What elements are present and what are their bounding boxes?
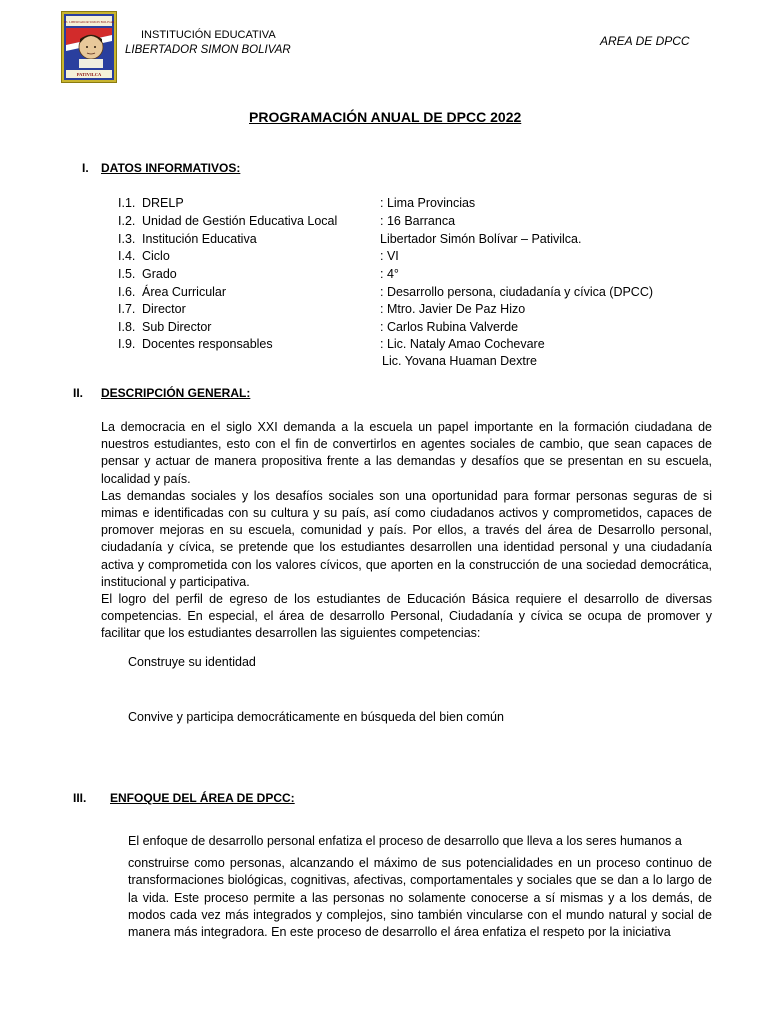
description-body	[101, 419, 712, 643]
datos-value: : Lima Provincias	[380, 196, 476, 210]
datos-value: : 4°	[380, 267, 399, 281]
datos-code: I.3.	[118, 232, 136, 246]
datos-label: Docentes responsables	[142, 337, 273, 351]
description-paragraph: La democracia en el siglo XXI demanda a la escuela un papel importante en la formación ciudadana de nuestros estudiantes, esto con el fin de convertirlos en agentes sociales de cambio, que sean capaces de pensar y actuar de manera propositiva frente a las demandas y desafíos que se presentan en su escuela, localidad y país.	[101, 420, 712, 486]
section-3-title: ENFOQUE DEL ÁREA DE DPCC:	[110, 791, 295, 805]
enfoque-first-line: El enfoque de desarrollo personal enfatiza el proceso de desarrollo que lleva a los seres humanos a	[128, 834, 682, 848]
section-1-number: I.	[82, 161, 89, 175]
section-2-title: DESCRIPCIÓN GENERAL:	[101, 386, 251, 400]
datos-extra-teacher: Lic. Yovana Huaman Dextre	[382, 354, 537, 368]
logo-text-top: I.E. LIBERTADOR SIMON BOLIVAR	[63, 20, 115, 24]
datos-value: : Lic. Nataly Amao Cochevare	[380, 337, 545, 351]
datos-value: : Desarrollo persona, ciudadanía y cívica (DPCC)	[380, 285, 654, 299]
datos-row	[118, 232, 718, 250]
datos-row	[118, 320, 718, 338]
datos-label: Grado	[142, 267, 177, 281]
datos-row	[118, 249, 718, 267]
datos-code: I.6.	[118, 285, 136, 299]
section-3-number: III.	[73, 791, 87, 805]
datos-value: : VI	[380, 249, 399, 263]
datos-code: I.7.	[118, 302, 136, 316]
datos-code: I.8.	[118, 320, 136, 334]
datos-value: : Mtro. Javier De Paz Hizo	[380, 302, 526, 316]
institution-line-1: INSTITUCIÓN EDUCATIVA	[141, 29, 276, 41]
section-2-number: II.	[73, 386, 84, 400]
datos-code: I.4.	[118, 249, 136, 263]
document-title: PROGRAMACIÓN ANUAL DE DPCC 2022	[249, 109, 522, 125]
datos-row	[118, 285, 718, 303]
institution-line-2: LIBERTADOR SIMON BOLIVAR	[125, 44, 291, 56]
datos-row	[118, 196, 718, 214]
school-logo	[61, 11, 117, 83]
datos-code: I.9.	[118, 337, 136, 351]
datos-row	[118, 214, 718, 232]
datos-value: : Carlos Rubina Valverde	[380, 320, 519, 334]
datos-label: Director	[142, 302, 186, 316]
datos-label: DRELP	[142, 196, 184, 210]
logo-text-bottom: PATIVILCA	[76, 72, 102, 77]
competencia-item: Convive y participa democráticamente en búsqueda del bien común	[128, 710, 504, 724]
competencia-item: Construye su identidad	[128, 655, 256, 669]
datos-row	[118, 302, 718, 320]
area-heading: AREA DE DPCC	[600, 34, 690, 48]
datos-row	[118, 337, 718, 355]
description-paragraph: Las demandas sociales y los desafíos sociales son una oportunidad para formar personas seguras de si mimas e identificadas con su cultura y su país, así como ciudadanos activos y comprometidos, capaces de promover mejoras en su escuela, comunidad y país. Por ellos, a través del área de Desarrollo personal, ciudadanía y cívica, se pretende que los estudiantes desarrollen una identidad personal y una ciudadanía activa y comprometida con los valores cívicos, que aporten en la construcción de una sociedad democrática, institucional y participativa.	[101, 488, 712, 589]
datos-row	[118, 267, 718, 285]
section-1-title: DATOS INFORMATIVOS:	[101, 161, 241, 175]
description-paragraph: El logro del perfil de egreso de los estudiantes de Educación Básica requiere el desarrollo de diversas competencias. En especial, el área de desarrollo Personal, Ciudadanía y cívica se ocupa de promover y facilitar que los estudiantes desarrollen las siguientes competencias:	[101, 592, 712, 641]
datos-value: : 16 Barranca	[380, 214, 456, 228]
datos-label: Sub Director	[142, 320, 212, 334]
datos-label: Unidad de Gestión Educativa Local	[142, 214, 338, 228]
datos-code: I.5.	[118, 267, 136, 281]
datos-value: Libertador Simón Bolívar – Pativilca.	[380, 232, 582, 246]
datos-label: Ciclo	[142, 249, 170, 263]
datos-label: Institución Educativa	[142, 232, 257, 246]
datos-code: I.2.	[118, 214, 136, 228]
datos-code: I.1.	[118, 196, 136, 210]
datos-label: Área Curricular	[142, 285, 227, 299]
enfoque-rest: construirse como personas, alcanzando el máximo de sus potencialidades en un proceso continuo de transformaciones biológicas, cognitivas, afectivas, comportamentales y sociales que se dan a lo largo de la vida. Este proceso permite a las personas no solamente conocerse a sí mismas y a los demás, de modos cada vez más integrados y complejos, sino también vincularse con el mundo natural y social de manera más integradora. En este proceso de desarrollo el área enfatiza el respeto por la iniciativa	[128, 856, 712, 940]
enfoque-paragraph	[128, 833, 712, 941]
